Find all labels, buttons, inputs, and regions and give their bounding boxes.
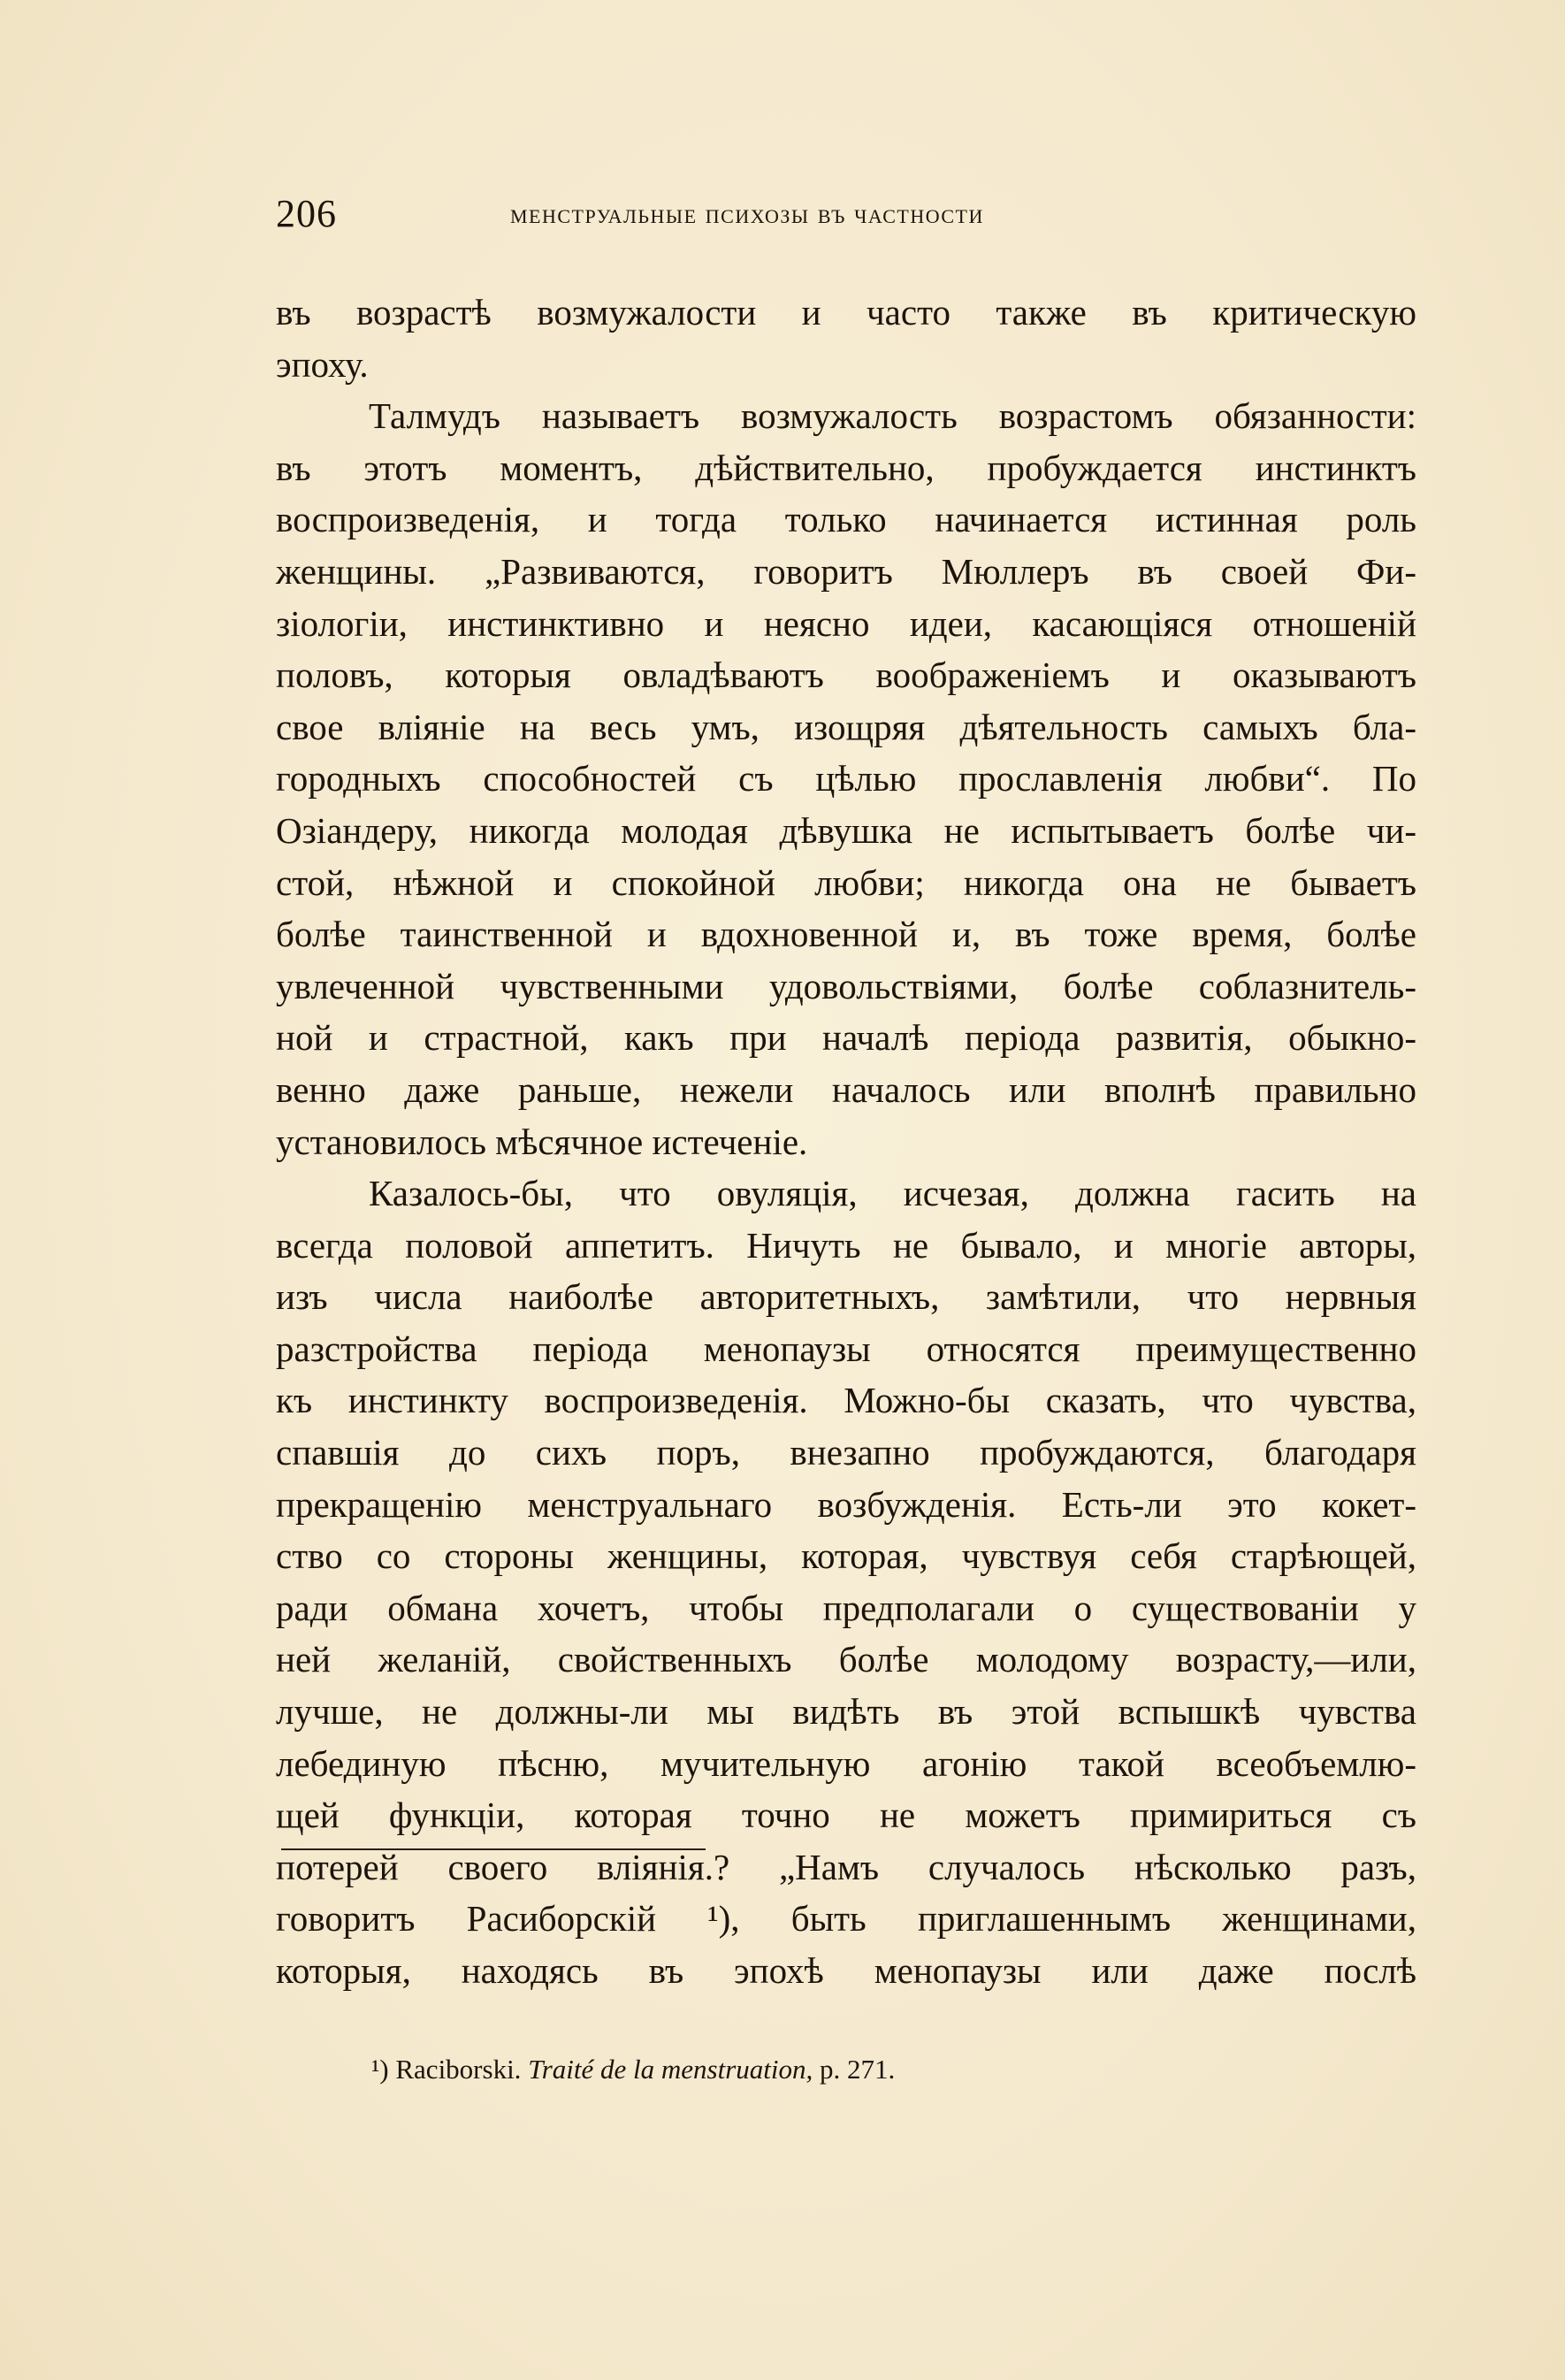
text-line: болѣе таинственной и вдохновенной и, въ тоже время, болѣе [276, 914, 1416, 955]
text-line: эпоху. [276, 343, 369, 385]
body-text [276, 287, 1416, 1997]
text-line: увлеченной чувственными удовольствіями, болѣе соблазнитель- [276, 965, 1416, 1006]
text-line: установилось мѣсячное истеченіе. [276, 1121, 808, 1162]
page-number: 206 [276, 192, 337, 235]
text-line: лебединую пѣсню, мучительную агонію такой всеобъемлю- [276, 1742, 1416, 1784]
footnote-author: Raciborski. [395, 2054, 522, 2085]
text-line: говоритъ Расиборскій ¹), быть приглашеннымъ женщинами, [276, 1898, 1416, 1940]
text-line: изъ числа наиболѣе авторитетныхъ, замѣтили, что нервныя [276, 1276, 1416, 1318]
text-line: женщины. „Развиваются, говоритъ Мюллеръ въ своей Фи- [276, 550, 1416, 592]
text-line: Талмудъ называетъ возмужалость возрастомъ обязанности: [369, 395, 1416, 437]
footnote [371, 2050, 895, 2089]
text-line: къ инстинкту воспроизведенія. Можно-бы сказать, что чувства, [276, 1380, 1416, 1421]
text-line: потерей своего вліянія.? „Намъ случалось нѣсколько разъ, [276, 1846, 1416, 1887]
text-line: ней желаній, свойственныхъ болѣе молодому возрасту,—или, [276, 1639, 1416, 1680]
text-line: Озіандеру, никогда молодая дѣвушка не испытываетъ болѣе чи- [276, 809, 1416, 851]
footnote-marker: ¹) [371, 2054, 389, 2085]
text-line: ради обмана хочетъ, чтобы предполагали о существованіи у [276, 1587, 1416, 1628]
text-line: венно даже раньше, нежели началось или вполнѣ правильно [276, 1068, 1416, 1110]
footnote-title: Traité de la menstruation, [528, 2054, 813, 2085]
text-line: ной и страстной, какъ при началѣ періода развитія, обыкно- [276, 1017, 1416, 1059]
footnote-divider [281, 1848, 706, 1850]
text-line: половъ, которыя овладѣваютъ воображеніемъ и оказываютъ [276, 654, 1416, 696]
text-line: прекращенію менструальнаго возбужденія. Есть-ли это кокет- [276, 1483, 1416, 1525]
footnote-page: p. 271. [820, 2054, 896, 2085]
text-line: въ этотъ моментъ, дѣйствительно, пробуждается инстинктъ [276, 447, 1416, 488]
text-line: свое вліяніе на весь умъ, изощряя дѣятельность самыхъ бла- [276, 706, 1416, 747]
text-line: въ возрастѣ возмужалости и часто также въ критическую [276, 292, 1416, 333]
text-line: всегда половой аппетитъ. Ничуть не бывало, и многіе авторы, [276, 1224, 1416, 1266]
text-line: щей функціи, которая точно не можетъ примириться съ [276, 1795, 1416, 1836]
text-line: ство со стороны женщины, которая, чувствуя себя старѣющей, [276, 1535, 1416, 1577]
text-line: воспроизведенія, и тогда только начинается истинная роль [276, 499, 1416, 540]
text-line: зіологіи, инстинктивно и неясно идеи, касающіяся отношеній [276, 602, 1416, 644]
page-header [276, 187, 1416, 241]
text-line: Казалось-бы, что овуляція, исчезая, должна гасить на [369, 1173, 1416, 1214]
text-line: городныхъ способностей съ цѣлью прославленія любви“. По [276, 758, 1416, 800]
running-title: менструальные психозы въ частности [510, 198, 984, 229]
text-line: спавшія до сихъ поръ, внезапно пробуждаются, благодаря [276, 1432, 1416, 1473]
text-line: разстройства періода менопаузы относятся преимущественно [276, 1328, 1416, 1369]
text-line: стой, нѣжной и спокойной любви; никогда она не бываетъ [276, 861, 1416, 903]
text-line: лучше, не должны-ли мы видѣть въ этой вспышкѣ чувства [276, 1691, 1416, 1733]
text-line: которыя, находясь въ эпохѣ менопаузы или даже послѣ [276, 1950, 1416, 1991]
